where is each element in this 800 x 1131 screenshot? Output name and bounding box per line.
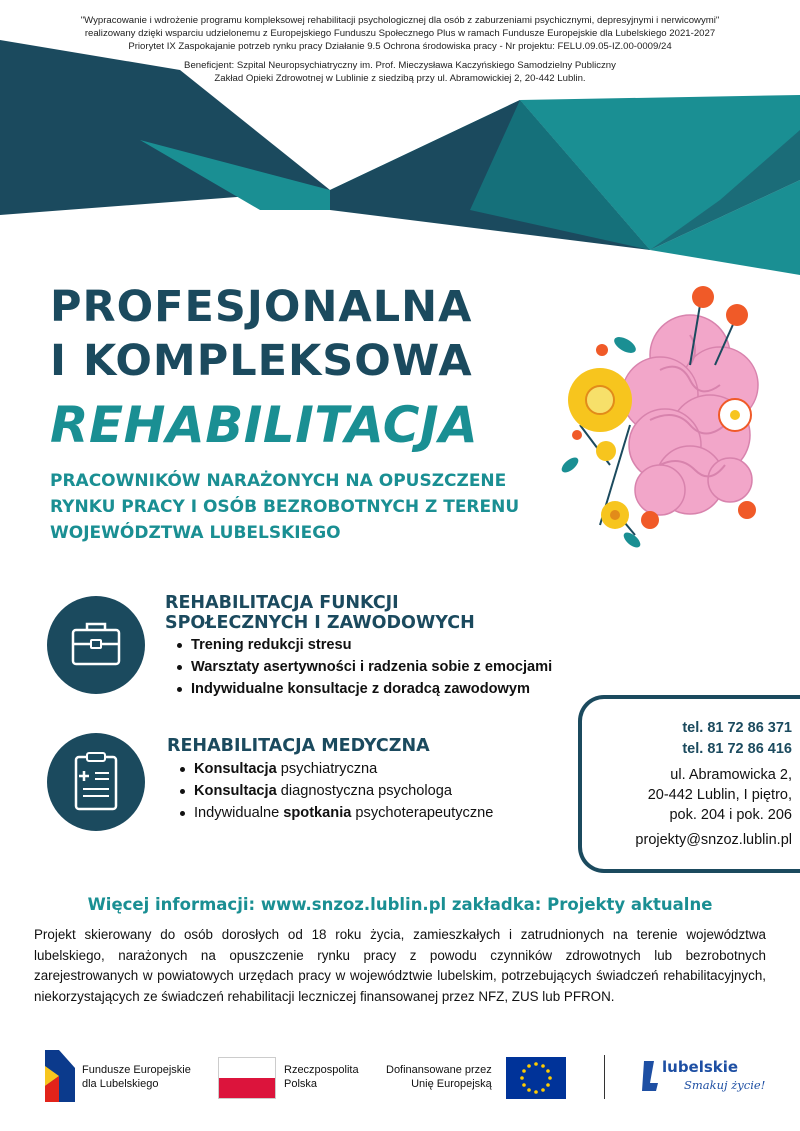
hero-line-3: REHABILITACJA	[50, 396, 479, 454]
phone-1[interactable]: tel. 81 72 86 371	[682, 720, 792, 736]
fe-logo-text: Fundusze Europejskie dla Lubelskiego	[82, 1064, 191, 1090]
header-line-5: Zakład Opieki Zdrowotnej w Lublinie z siedzibą przy ul. Abramowickiej 2, 20-442 Lublin.	[214, 73, 586, 84]
briefcase-circle	[47, 596, 145, 694]
section2-title: REHABILITACJA MEDYCZNA	[167, 736, 430, 756]
hero-subtitle-line: WOJEWÓDZTWA LUBELSKIEGO	[50, 523, 341, 543]
pl-flag-icon	[218, 1057, 276, 1099]
lubelskie-slogan: Smakuj życie!	[684, 1078, 766, 1092]
clipboard-medical-icon	[47, 733, 145, 831]
list-item: Indywidualne spotkania psychoterapeutyczne	[178, 802, 493, 824]
lubelskie-name: lubelskie	[662, 1058, 739, 1076]
section2-list	[178, 758, 493, 824]
header-line-1: "Wypracowanie i wdrożenie programu kompleksowej rehabilitacji psychologicznej dla osób z zaburzeniami psychicznymi, depresyjnymi i nerwicowymi"	[80, 15, 720, 26]
address-line-1: ul. Abramowicka 2,	[670, 767, 792, 783]
fe-logo-icon	[45, 1050, 75, 1102]
phone-2[interactable]: tel. 81 72 86 416	[682, 741, 792, 757]
eu-flag-icon	[506, 1057, 566, 1099]
email-link[interactable]: projekty@snzoz.lublin.pl	[635, 832, 792, 848]
clipboard-circle	[47, 733, 145, 831]
header-line-3: Priorytet IX Zaspokajanie potrzeb rynku pracy Działanie 9.5 Ochrona środowiska pracy - Nr projektu: FELU.09.05-IZ.00-0009/24	[128, 41, 672, 52]
hero-subtitle-line: PRACOWNIKÓW NARAŻONYCH NA OPUSZCZENE	[50, 471, 507, 491]
address-line-2: 20-442 Lublin, I piętro,	[647, 787, 792, 803]
decorative-banner-shapes	[0, 0, 800, 290]
more-info-link[interactable]: Więcej informacji: www.snzoz.lublin.pl zakładka: Projekty aktualne	[87, 895, 713, 914]
hero-subtitle	[50, 468, 550, 546]
list-item: Warsztaty asertywności i radzenia sobie z emocjami	[175, 656, 552, 678]
hero-line-2: I KOMPLEKSOWA	[50, 336, 473, 386]
header-line-4: Beneficjent: Szpital Neuropsychiatryczny im. Prof. Mieczysława Kaczyńskiego Samodzielny Publiczny	[184, 60, 616, 71]
list-item: Konsultacja psychiatryczna	[178, 758, 493, 780]
rp-logo-text: Rzeczpospolita Polska	[284, 1064, 359, 1090]
section1-list	[175, 634, 552, 700]
hero-line-1: PROFESJONALNA	[50, 282, 473, 332]
contact-box	[578, 695, 800, 873]
section1-title: REHABILITACJA FUNKCJI SPOŁECZNYCH I ZAWODOWYCH	[165, 593, 475, 633]
lubelskie-mark-icon	[640, 1059, 660, 1093]
project-description: Projekt skierowany do osób dorosłych od 18 roku życia, zamieszkałych i zatrudnionych na terenie województwa lubelskiego, narażonych na opuszczenie rynku pracy z powodu czynników zdrowotnych lub bezrobotnych zarejestrowanych w powiatowych urzędach pracy w województwie lubelskim, potrzebujących świadczeń rehabilitacyjnych, niekorzystających ze świadczeń rehabilitacji leczniczej finansowanej przez NFZ, ZUS lub PFRON.	[34, 927, 766, 1004]
floral-brain-illustration	[540, 275, 780, 565]
list-item: Konsultacja diagnostyczna psychologa	[178, 780, 493, 802]
list-item: Indywidualne konsultacje z doradcą zawodowym	[175, 678, 552, 700]
list-item: Trening redukcji stresu	[175, 634, 552, 656]
address-line-3: pok. 204 i pok. 206	[669, 807, 792, 823]
header-line-2: realizowany dzięki wsparciu udzielonemu z Europejskiego Funduszu Społecznego Plus w ramach Fundusze Europejskie dla Lubelskiego 2021-2027	[84, 28, 716, 39]
ue-logo-text: Dofinansowane przez Unię Europejską	[386, 1064, 492, 1090]
hero-subtitle-line: RYNKU PRACY I OSÓB BEZROBOTNYCH Z TERENU	[50, 497, 520, 517]
briefcase-icon	[47, 596, 145, 694]
logo-divider	[604, 1055, 605, 1099]
logo-bar	[0, 1045, 800, 1115]
